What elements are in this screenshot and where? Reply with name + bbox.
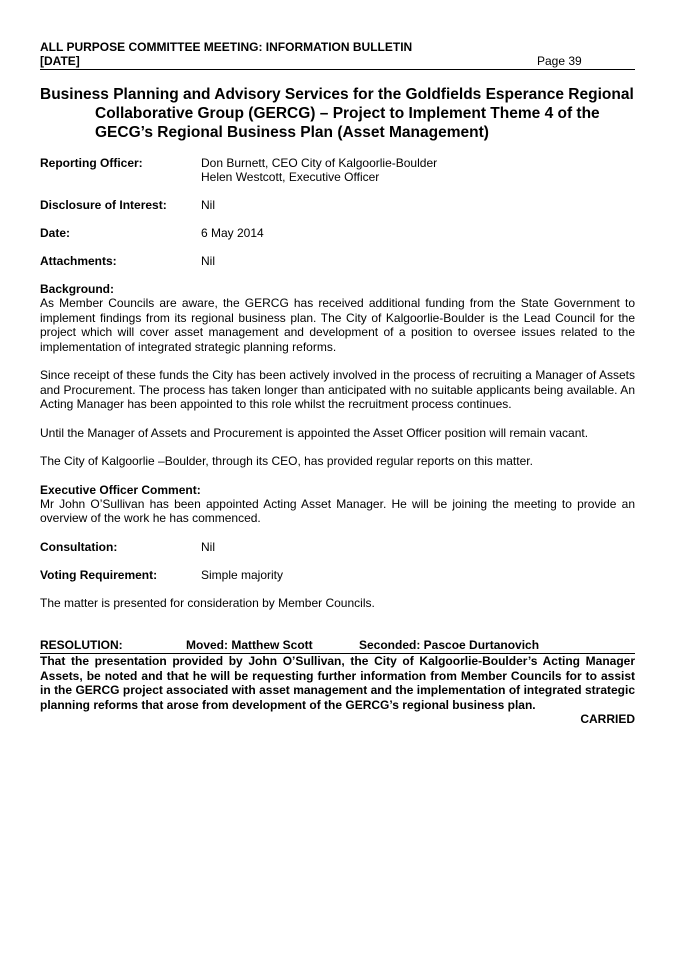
executive-comment-heading: Executive Officer Comment:: [40, 482, 201, 497]
background-paragraph-1: As Member Councils are aware, the GERCG has received additional funding from the State Government to implement findings from its regional business plan. The City of Kalgoorlie-Boulder is the Lead Council for the project which will cover asset management and development of a position to oversee issues related to the implementation of integrated strategic planning reforms.: [40, 296, 635, 354]
consultation-field: [40, 540, 635, 554]
resolution-label: RESOLUTION:: [40, 638, 123, 652]
seconded-by: Seconded: Pascoe Durtanovich: [359, 638, 540, 652]
attachments-label: Attachments:: [40, 254, 117, 268]
moved-by: Moved: Matthew Scott: [186, 638, 313, 652]
bulletin-header: ALL PURPOSE COMMITTEE MEETING: INFORMATION BULLETIN: [40, 40, 413, 54]
attachments-value: Nil: [201, 254, 215, 268]
consultation-label: Consultation:: [40, 539, 118, 554]
disclosure-value: Nil: [201, 198, 215, 212]
voting-field: [40, 568, 635, 582]
matter-statement: The matter is presented for consideration by Member Councils.: [40, 595, 375, 610]
reporting-officer-field: [40, 156, 635, 184]
item-title: Business Planning and Advisory Services for the Goldfields Esperance Regional Collaborative Group (GERCG) – Project to Implement Theme 4 of the GECG’s Regional Business Plan (Asset Management): [40, 86, 634, 141]
attachments-field: [40, 254, 635, 268]
resolution-header: [40, 638, 635, 654]
voting-value: Simple majority: [201, 567, 284, 582]
reporting-officer-label: Reporting Officer:: [40, 156, 143, 170]
background-heading: Background:: [40, 282, 115, 296]
background-paragraph-3: Until the Manager of Assets and Procurement is appointed the Asset Officer position will remain vacant.: [40, 425, 589, 440]
header-rule-row: [40, 54, 635, 70]
voting-label: Voting Requirement:: [40, 567, 158, 582]
resolution-text: That the presentation provided by John O’Sullivan, the City of Kalgoorlie-Boulder’s Acting Manager Assets, be noted and that he will be requesting further information from Member Councils for to assist in the GERCG project associated with asset management and the implementation of integrated strategic planning reforms that arose from development of the GERCG’s regional business plan.: [40, 654, 635, 712]
reporting-officer-value-2: Helen Westcott, Executive Officer: [201, 170, 380, 184]
page-number: Page 39: [537, 54, 582, 68]
background-paragraph-4: The City of Kalgoorlie –Boulder, through its CEO, has provided regular reports on this matter.: [40, 454, 533, 468]
reporting-officer-value-1: Don Burnett, CEO City of Kalgoorlie-Boulder: [201, 156, 438, 170]
date-label: Date:: [40, 226, 71, 240]
disclosure-label: Disclosure of Interest:: [40, 198, 167, 212]
document-page: [40, 40, 635, 726]
background-paragraph-2: Since receipt of these funds the City has been actively involved in the process of recruiting a Manager of Assets and Procurement. The process has taken longer than anticipated with no suitable applicants being available. An Acting Manager has been appointed to this role whilst the recruitment process continues.: [40, 368, 635, 411]
date-field: [40, 226, 635, 240]
resolution-outcome: CARRIED: [580, 712, 635, 726]
date-value: 6 May 2014: [201, 226, 264, 240]
consultation-value: Nil: [201, 539, 215, 554]
executive-comment-text: Mr John O’Sullivan has been appointed Acting Asset Manager. He will be joining the meeting to provide an overview of the work he has commenced.: [40, 496, 635, 525]
header-date: [DATE]: [40, 54, 80, 68]
disclosure-field: [40, 198, 635, 212]
